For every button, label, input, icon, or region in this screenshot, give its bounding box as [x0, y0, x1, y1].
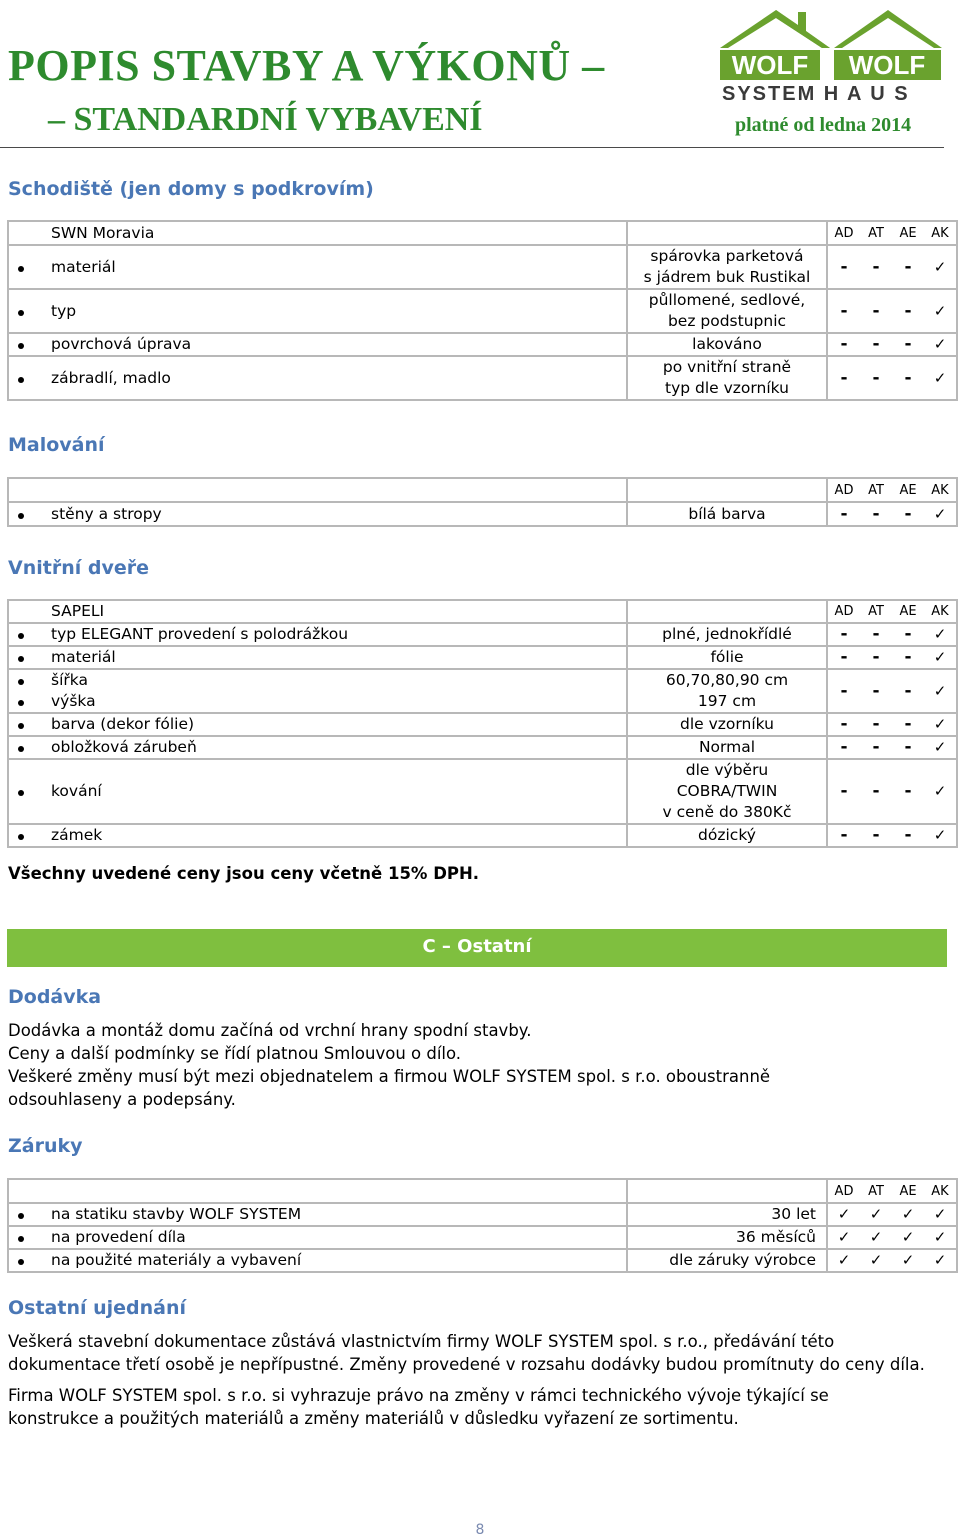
check-icon: ✓ — [827, 1203, 860, 1226]
row-label: kování — [33, 759, 627, 824]
wolf-system-haus-logo — [718, 4, 943, 104]
check-icon: ✓ — [924, 356, 957, 400]
row-label: na provedení díla — [33, 1226, 627, 1249]
table-header-label: SWN Moravia — [33, 221, 627, 245]
bullet-icon — [18, 377, 24, 383]
logo-word-right: WOLF — [848, 50, 926, 80]
check-icon: ✓ — [924, 646, 957, 669]
check-icon: ✓ — [924, 669, 957, 713]
row-value: dle záruky výrobce — [627, 1249, 827, 1272]
check-icon: ✓ — [924, 759, 957, 824]
row-value: 36 měsíců — [627, 1226, 827, 1249]
bullet-icon — [18, 790, 24, 796]
row-value: dózický — [627, 824, 827, 847]
check-icon: ✓ — [924, 1249, 957, 1272]
check-icon: ✓ — [924, 502, 957, 526]
row-value: dle vzorníku — [627, 713, 827, 736]
check-icon: ✓ — [924, 713, 957, 736]
check-icon: ✓ — [924, 623, 957, 646]
row-value: po vnitřní straně typ dle vzorníku — [627, 356, 827, 400]
table-header-row — [8, 221, 957, 245]
table-row: typ ELEGANT provedení s polodrážkou plné, jednokřídlé - - - ✓ — [8, 623, 957, 646]
vat-note: Všechny uvedené ceny jsou ceny včetně 15% DPH. — [8, 864, 480, 883]
check-icon: ✓ — [924, 736, 957, 759]
check-icon: ✓ — [860, 1226, 892, 1249]
row-value: 30 let — [627, 1203, 827, 1226]
malovani-table — [7, 477, 958, 527]
flag-header-at: AT — [860, 221, 892, 245]
page-title-line1: POPIS STAVBY A VÝKONŮ – — [8, 41, 605, 90]
bullet-icon — [18, 1213, 24, 1219]
flag-header-ak: AK — [924, 221, 957, 245]
flag-header-ad: AD — [827, 221, 860, 245]
table-row — [8, 1226, 957, 1249]
valid-from-date: platné od ledna 2014 — [735, 114, 912, 136]
ostatni-paragraph-line: Veškerá stavební dokumentace zůstává vlastnictvím firmy WOLF SYSTEM spol. s r.o., předávání této — [8, 1332, 835, 1351]
row-value: spárovka parketová s jádrem buk Rustikal — [627, 245, 827, 289]
check-icon: ✓ — [924, 333, 957, 356]
schodiste-table — [7, 220, 958, 401]
page-title-line2: – STANDARDNÍ VYBAVENÍ — [48, 101, 483, 138]
bullet-icon — [18, 834, 24, 840]
section-title-zaruky: Záruky — [8, 1135, 83, 1157]
row-value: dle výběru COBRA/TWIN v ceně do 380Kč — [627, 759, 827, 824]
row-label: typ — [33, 289, 627, 333]
dodavka-line: Veškeré změny musí být mezi objednatelem a firmou WOLF SYSTEM spol. s r.o. oboustranně — [8, 1067, 771, 1086]
section-title-schodiste: Schodiště (jen domy s podkrovím) — [8, 178, 374, 200]
table-row: zábradlí, madlo po vnitřní straně typ dle vzorníku - - - ✓ — [8, 356, 957, 400]
logo-subtitle: SYSTEM H A U S — [722, 83, 910, 104]
check-icon: ✓ — [860, 1203, 892, 1226]
check-icon: ✓ — [924, 245, 957, 289]
dvere-table — [7, 599, 958, 848]
section-banner — [7, 929, 947, 967]
row-value: 60,70,80,90 cm 197 cm — [627, 669, 827, 713]
table-row — [8, 1249, 957, 1272]
bullet-icon — [18, 679, 24, 685]
dodavka-line: Dodávka a montáž domu začíná od vrchní hrany spodní stavby. — [8, 1021, 532, 1040]
row-label: obložková zárubeň — [33, 736, 627, 759]
ostatni-paragraph-line: dokumentace třetí osobě je nepřípustné. Změny provedené v rozsahu dodávky budou promítnuty do ceny díla. — [8, 1355, 925, 1374]
section-title-ostatni: Ostatní ujednání — [8, 1297, 187, 1319]
bullet-icon — [18, 1236, 24, 1242]
bullet-icon — [18, 310, 24, 316]
row-value: lakováno — [627, 333, 827, 356]
check-icon: ✓ — [860, 1249, 892, 1272]
check-icon: ✓ — [924, 824, 957, 847]
row-label: barva (dekor fólie) — [33, 713, 627, 736]
row-label: šířka výška — [33, 669, 627, 713]
row-label: povrchová úprava — [33, 333, 627, 356]
row-value: fólie — [627, 646, 827, 669]
header-divider — [0, 147, 944, 148]
banner-title: C – Ostatní — [422, 936, 532, 957]
table-row: povrchová úprava lakováno - - - ✓ — [8, 333, 957, 356]
bullet-icon — [18, 633, 24, 639]
zaruky-table — [7, 1178, 958, 1273]
row-label: zábradlí, madlo — [33, 356, 627, 400]
row-label: na použité materiály a vybavení — [33, 1249, 627, 1272]
bullet-icon — [18, 656, 24, 662]
row-value: Normal — [627, 736, 827, 759]
bullet-icon — [18, 343, 24, 349]
row-label: stěny a stropy — [33, 502, 627, 526]
check-icon: ✓ — [827, 1249, 860, 1272]
table-row: šířka výška 60,70,80,90 cm 197 cm - - - ✓ — [8, 669, 957, 713]
table-row: materiál fólie - - - ✓ — [8, 646, 957, 669]
table-row: stěny a stropy bílá barva - - - ✓ — [8, 502, 957, 526]
section-title-dodavka: Dodávka — [8, 986, 102, 1008]
table-row: typ půllomené, sedlové, bez podstupnic - - - ✓ — [8, 289, 957, 333]
row-value: plné, jednokřídlé — [627, 623, 827, 646]
bullet-icon — [18, 513, 24, 519]
table-header-label: SAPELI — [33, 600, 627, 623]
table-row: barva (dekor fólie) dle vzorníku - - - ✓ — [8, 713, 957, 736]
ostatni-paragraph-line: Firma WOLF SYSTEM spol. s r.o. si vyhrazuje právo na změny v rámci technického vývoje týkající se — [8, 1386, 829, 1405]
row-label: typ ELEGANT provedení s polodrážkou — [33, 623, 627, 646]
row-value: bílá barva — [627, 502, 827, 526]
table-header-row: AD AT AE AK — [8, 1179, 957, 1203]
bullet-icon — [18, 723, 24, 729]
page-number: 8 — [475, 1522, 485, 1538]
table-row — [8, 1203, 957, 1226]
table-row: obložková zárubeň Normal - - - ✓ — [8, 736, 957, 759]
ostatni-paragraph-line: konstrukce a použitých materiálů a změny materiálů v důsledku vyřazení ze sortimentu. — [8, 1409, 739, 1428]
logo-word-left: WOLF — [731, 50, 809, 80]
row-value: půllomené, sedlové, bez podstupnic — [627, 289, 827, 333]
check-icon: ✓ — [924, 1226, 957, 1249]
table-header-row: AD AT AE AK — [8, 478, 957, 502]
section-title-dvere: Vnitřní dveře — [8, 557, 149, 579]
bullet-icon — [18, 700, 24, 706]
check-icon: ✓ — [892, 1203, 924, 1226]
row-label: materiál — [33, 245, 627, 289]
bullet-icon — [18, 746, 24, 752]
dodavka-line: Ceny a další podmínky se řídí platnou Smlouvou o dílo. — [8, 1044, 462, 1063]
check-icon: ✓ — [892, 1226, 924, 1249]
row-label: materiál — [33, 646, 627, 669]
row-label: zámek — [33, 824, 627, 847]
bullet-icon — [18, 1259, 24, 1265]
check-icon: ✓ — [892, 1249, 924, 1272]
flag-header-ae: AE — [892, 221, 924, 245]
check-icon: ✓ — [924, 1203, 957, 1226]
check-icon: ✓ — [924, 289, 957, 333]
section-title-malovani: Malování — [8, 434, 105, 456]
table-row: zámek dózický - - - ✓ — [8, 824, 957, 847]
table-row: materiál spárovka parketová s jádrem buk Rustikal - - - ✓ — [8, 245, 957, 289]
row-label: na statiku stavby WOLF SYSTEM — [33, 1203, 627, 1226]
check-icon: ✓ — [827, 1226, 860, 1249]
table-row: kování dle výběru COBRA/TWIN v ceně do 380Kč - - - ✓ — [8, 759, 957, 824]
table-header-row: SAPELI AD AT AE AK — [8, 600, 957, 623]
bullet-icon — [18, 266, 24, 272]
dodavka-line: odsouhlaseny a podepsány. — [8, 1090, 236, 1109]
